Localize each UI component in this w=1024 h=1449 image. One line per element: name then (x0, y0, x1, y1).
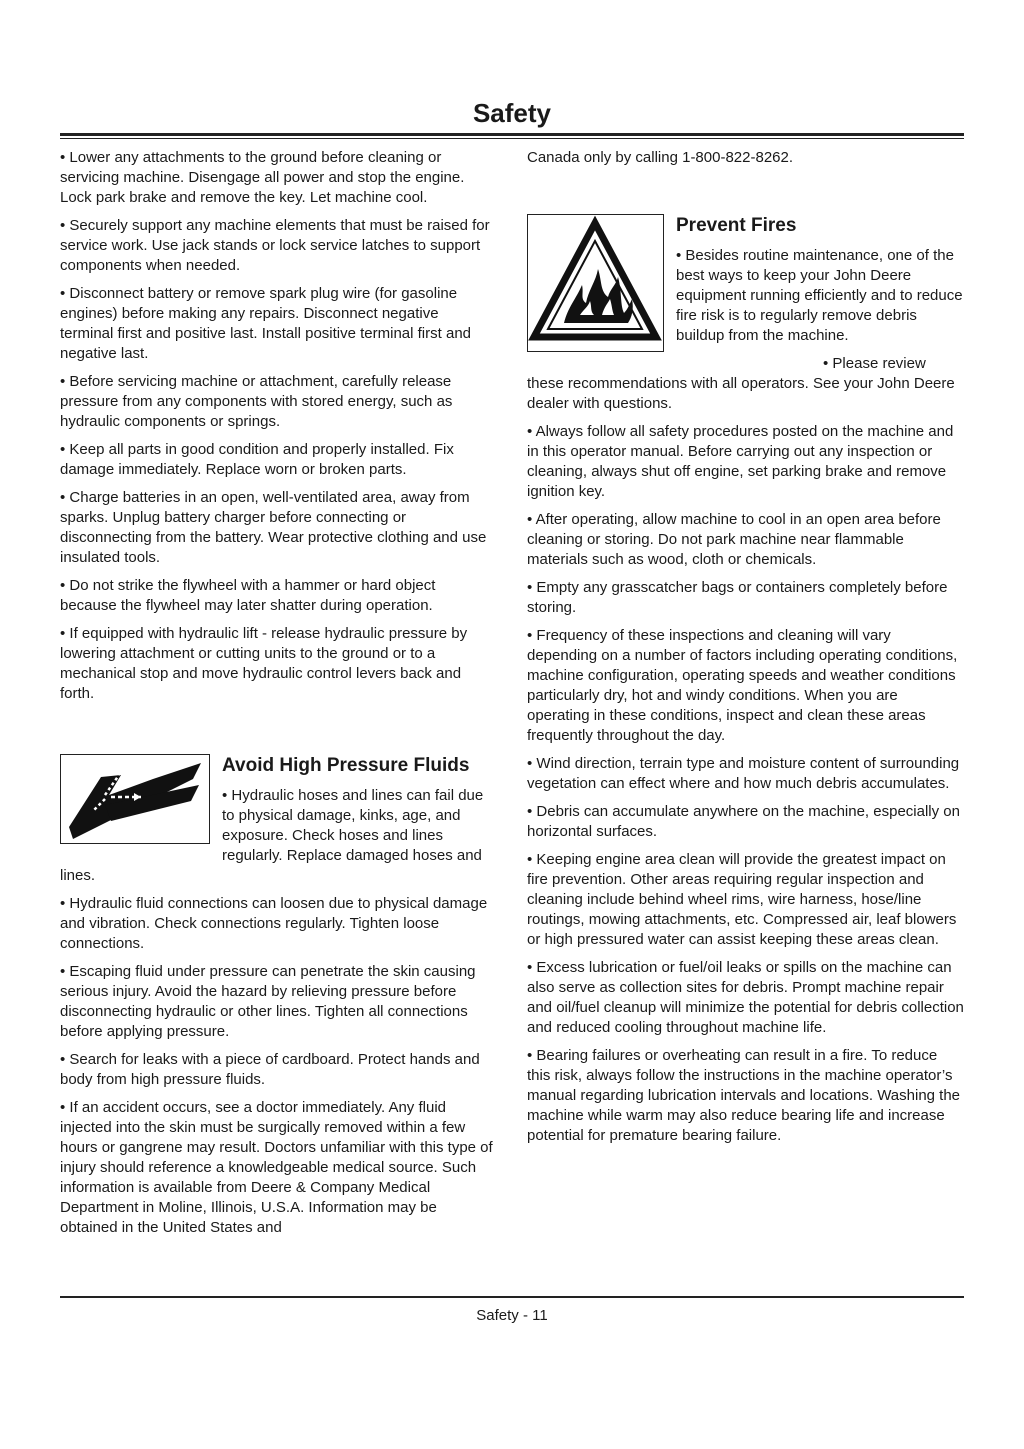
section-heading-fires: Prevent Fires (676, 215, 797, 236)
bullet-paragraph: • Frequency of these inspections and cleaning will vary depending on a number of factors including operating conditions, machine configuration, operating speeds and weather conditions particularly dry, hot and windy conditions. When you are operating in these conditions, inspect and clean these areas frequently throughout the day. (527, 627, 958, 744)
fire-warning-icon (527, 214, 664, 352)
bullet-paragraph: • Keeping engine area clean will provide the greatest impact on fire prevention. Other areas requiring regular inspection and cleaning include behind wheel rims, wire harness, hose/line routings, mowing attachments, etc. Compressed air, leaf blowers or high pressured water can assist keeping these areas clean. (527, 851, 957, 948)
bullet-paragraph: • Lower any attachments to the ground before cleaning or servicing machine. Disengage all power and stop the engine. Lock park brake and remove the key. Let machine cool. (60, 149, 465, 206)
footer-rule (60, 1296, 964, 1298)
bullet-paragraph: • Wind direction, terrain type and moisture content of surrounding vegetation can effect where and how much debris accumulates. (527, 755, 960, 792)
bullet-paragraph: • Debris can accumulate anywhere on the machine, especially on horizontal surfaces. (527, 803, 960, 840)
bullet-paragraph: • Disconnect battery or remove spark plug wire (for gasoline engines) before making any repairs. Disconnect negative terminal first and positive last. Install positive terminal first and negative last. (60, 285, 471, 362)
fire-section (527, 214, 964, 1146)
page-title: Safety (472, 98, 552, 128)
bullet-paragraph: • Before servicing machine or attachment, carefully release pressure from any components with stored energy, such as hydraulic components or springs. (60, 373, 453, 430)
bullet-paragraph: • Hydraulic hoses and lines can fail due to physical damage, kinks, age, and exposure. Check hoses and lines regularly. Replace damaged hoses and lines. (60, 787, 484, 884)
bullet-paragraph: • Empty any grasscatcher bags or containers completely before storing. (527, 579, 948, 616)
high-pressure-section (60, 754, 496, 1238)
bullet-paragraph: • If an accident occurs, see a doctor immediately. Any fluid injected into the skin must be surgically removed within a few hours or gangrene may result. Doctors unfamiliar with this type of injury should reference a knowledgeable medical source. Such information is available from Deere & Company Medical Department in Moline, Illinois, U.S.A. Information may be obtained in the United States and (60, 1099, 493, 1236)
bullet-paragraph: • Search for leaks with a piece of cardboard. Protect hands and body from high pressure fluids. (60, 1051, 480, 1088)
bullet-paragraph: • After operating, allow machine to cool in an open area before cleaning or storing. Do not park machine near flammable materials such as wood, cloth or chemicals. (527, 511, 941, 568)
bullet-paragraph: • Besides routine maintenance, one of the best ways to keep your John Deere equipment running efficiently and to reduce fire risk is to regularly remove debris buildup from the machine. (676, 247, 963, 344)
bullet-paragraph: • Escaping fluid under pressure can penetrate the skin causing serious injury. Avoid the hazard by relieving pressure before disconnecting hydraulic or other lines. Tighten all connections before applying pressure. (60, 963, 476, 1040)
right-column (527, 148, 964, 1154)
bullet-paragraph: • Excess lubrication or fuel/oil leaks or spills on the machine can also serve as collection sites for debris. Prompt machine repair and oil/fuel cleanup will minimize the potential for debris collection and reduced cooling throughout machine life. (527, 959, 964, 1036)
bullet-paragraph: • Hydraulic fluid connections can loosen due to physical damage and vibration. Check connections regularly. Tighten loose connections. (60, 895, 488, 952)
bullet-paragraph: • Keep all parts in good condition and properly installed. Fix damage immediately. Replace worn or broken parts. (60, 441, 454, 478)
header-rule (60, 133, 964, 136)
bullet-paragraph: • Securely support any machine elements that must be raised for service work. Use jack stands or lock service latches to support components when needed. (60, 217, 490, 274)
high-pressure-fluid-warning-icon (60, 754, 210, 844)
continuation-text: Canada only by calling 1-800-822-8262. (527, 149, 794, 166)
bullet-paragraph: • Do not strike the flywheel with a hammer or hard object because the flywheel may later shatter during operation. (60, 577, 436, 614)
bullet-paragraph: • Bearing failures or overheating can result in a fire. To reduce this risk, always follow the instructions in the machine operator’s manual regarding lubrication intervals and locations. Washing the machine while warm may also reduce bearing life and increase potential for premature bearing failure. (527, 1047, 961, 1144)
bullet-paragraph: • If equipped with hydraulic lift - release hydraulic pressure by lowering attachment or cutting units to the ground or to a mechanical stop and move hydraulic control levers back and forth. (60, 625, 468, 702)
bullet-paragraph: • Please review these recommendations with all operators. See your John Deere dealer with questions. (527, 355, 955, 412)
bullet-paragraph: • Always follow all safety procedures posted on the machine and in this operator manual. Before carrying out any inspection or cleaning, always shut off engine, set parking brake and remove ignition key. (527, 423, 954, 500)
page-number: Safety - 11 (476, 1307, 548, 1324)
bullet-paragraph: • Charge batteries in an open, well-ventilated area, away from sparks. Unplug battery charger before connecting or disconnecting from the battery. Wear protective clothing and use insulated tools. (60, 489, 487, 566)
section-heading-high-pressure: Avoid High Pressure Fluids (222, 755, 470, 776)
left-column (60, 148, 496, 1246)
header-rule-thin (60, 138, 964, 139)
